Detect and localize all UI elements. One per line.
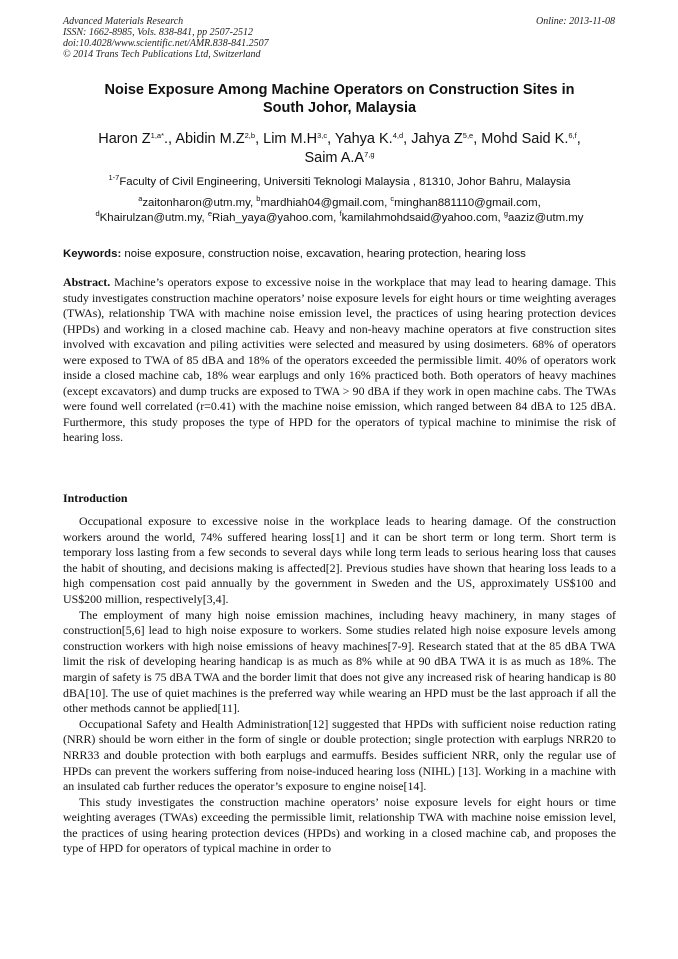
author: Abidin $M.Z^{2,b}$, bbox=[175, 131, 264, 147]
author: Yahya K.$^{4,d}$, bbox=[334, 131, 412, 147]
paragraph: The employment of many high noise emission machines, including heavy machinery, in many stages of construction[5,6] lead to high noise exposure to workers. Some studies related high noise exposure levels among construction workers with high noise emissions of heavy machines[7-9]. Research stated that at the 85 dBA TWA limit the risk of developing hearing handicap is as much as 8% while at 90 dBA TWA it is as much as 18%. The margin of safety is 75 dBA TWA and the border limit that does not give any increased risk of hearing handicap is 80 dBA[10]. The use of quiet machines is the preferred way while wearing an HPD must be the last approach if all the other methods cannot be applied[11]. bbox=[63, 607, 616, 716]
email-address[interactable]: $^d$Khairulzan@utm.my, bbox=[95, 209, 208, 224]
author-list bbox=[63, 130, 616, 168]
email-address[interactable]: $^c$minghan881110@gmail.com, bbox=[390, 194, 541, 209]
issn-line: ISSN: 1662-8985, Vols. 838-841, pp 2507-2512 bbox=[63, 27, 253, 38]
section-heading: Introduction bbox=[63, 491, 128, 505]
title-line-2: South Johor, Malaysia bbox=[262, 100, 417, 116]
author: Haron $Z^{1,a*}$., bbox=[98, 131, 176, 147]
affiliation: $^{1-7}$Faculty of Civil Engineering, Universiti Teknologi Malaysia , 81310, Johor Bahru, Malaysia bbox=[108, 173, 571, 188]
email-address[interactable]: $^f$kamilahmohdsaid@yahoo.com, bbox=[339, 209, 504, 224]
paragraph: Occupational Safety and Health Administration[12] suggested that HPDs with sufficient noise reduction rating (NRR) should be worn either in the form of single or double protection; single protection with earplugs NRR20 to NRR33 and double protection with both earplugs and earmuffs. Besides sufficient NRR, only the regular use of HPDs can prevent the workers suffering from noise-induced hearing loss (NIHL) [13]. Working in a machine with an insulated cab further reduces the operator’s exposure to engine noise[14]. bbox=[63, 716, 616, 794]
keywords bbox=[63, 247, 616, 261]
paragraph: Occupational exposure to excessive noise in the workplace leads to hearing damage. Of the construction workers around the world, 74% suffered hearing loss[1] and it can be short term or long term. Short term is temporary loss lasting from a few seconds to several days while long term leads to serious hearing loss that causes the habit of shouting, and decisions making is affected[2]. Previous studies have shown that hearing loss leads to a high compensation cost paid annually by the government in Sweden and the US, approximately US$100 and US$200 million, respectively[3,4]. bbox=[63, 514, 616, 606]
email-address[interactable]: $^g$aaziz@utm.my bbox=[503, 209, 584, 224]
paragraph: This study investigates the construction machine operators’ noise exposure levels for eight hours or time weighting averages (TWAs) exceeding the permissible limit, relationship TWA with machine noise emission level, the practices of using hearing protection devices (HPDs) and working in a closed machine cab, and proposes the type of HPD for operators of typical machine in order to bbox=[63, 794, 616, 856]
author: Lim $M.H^{3,c}$, bbox=[263, 131, 335, 147]
keywords-text: noise exposure, construction noise, excavation, hearing protection, hearing loss bbox=[121, 248, 526, 260]
author: Mohd Said K.$^{6,f}$, bbox=[481, 131, 581, 147]
keywords-label: Keywords: bbox=[63, 248, 122, 260]
doi-line: doi:10.4028/www.scientific.net/AMR.838-841.2507 bbox=[63, 38, 269, 49]
paper-title bbox=[63, 81, 616, 117]
abstract-text: Machine’s operators expose to excessive noise in the workplace that may lead to hearing damage. This study investigates construction machine operators’ noise exposure levels for eight hours or time weighting averages (TWAs), relationship TWA with machine noise emission level, the practices of using hearing protection devices (HPDs) and working in a closed machine cab. Heavy and non-heavy machine operators at five construction sites involved with excavation and piling activities were selected and measured by using dosimeters. 68% of operators were exposed to TWA of 85 dBA and 18% of the operators exceeded the permissible limit. 40% of operators work inside a closed machine cab, 18% wear earplugs and only 16% practiced both. Both operators of heavy machines (except excavators) and dump trucks are exposed to TWA > 90 dBA if they work in open machine cabs. The TWAs were found well correlated (r=0.41) with the machine noise emission, which ranged between 84 dBA to 125 dBA. Furthermore, this study proposes the type of HPD for the operators of typical machine to minimise the risk of hearing loss. bbox=[63, 275, 616, 444]
introduction-body bbox=[63, 514, 616, 857]
online-date: Online: 2013-11-08 bbox=[536, 16, 615, 27]
journal-name: Advanced Materials Research bbox=[63, 16, 184, 27]
abstract-label: Abstract. bbox=[63, 275, 111, 289]
journal-header bbox=[63, 16, 616, 60]
email-address[interactable]: $^b$mardhiah04@gmail.com, bbox=[256, 194, 391, 209]
author: Jahya Z$^{5,e}$, bbox=[411, 131, 482, 147]
copyright-line: © 2014 Trans Tech Publications Ltd, Switzerland bbox=[63, 49, 261, 60]
author-emails bbox=[63, 196, 616, 226]
abstract bbox=[63, 275, 616, 446]
email-address[interactable]: $^a$zaitonharon@utm.my, bbox=[138, 194, 257, 209]
author: Saim $A.A^{7,g}$ bbox=[304, 150, 375, 166]
email-address[interactable]: $^e$Riah_yaya@yahoo.com, bbox=[207, 209, 340, 224]
title-line-1: Noise Exposure Among Machine Operators on Construction Sites in bbox=[104, 82, 575, 98]
